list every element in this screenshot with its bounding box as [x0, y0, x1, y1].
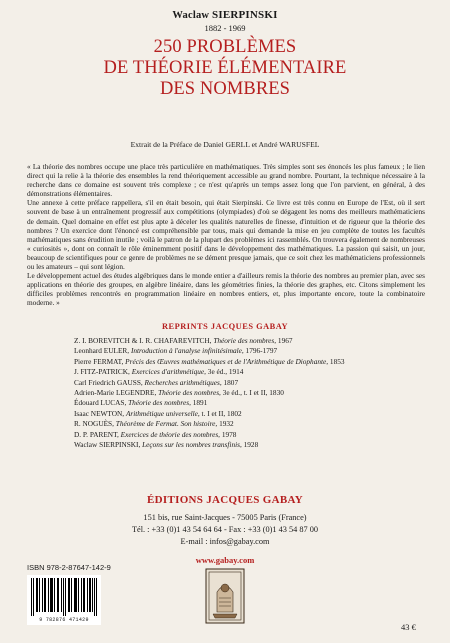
preface-excerpt — [27, 162, 425, 308]
reprint-item: J. FITZ-PATRICK, Exercices d'arithmétique, 3e éd., 1914 — [74, 367, 244, 377]
price-label: 43 € — [401, 622, 416, 632]
reprint-item: Adrien-Marie LEGENDRE, Théorie des nombres, 3e éd., t. I et II, 1830 — [74, 388, 284, 398]
author-first-name: Waclaw — [172, 10, 210, 21]
author-name — [0, 9, 450, 21]
title-line-1: 250 PROBLÈMES — [153, 37, 297, 57]
reprints-list — [74, 336, 414, 450]
reprint-item: R. NOGUÈS, Théorème de Fermat. Son histoire, 1932 — [74, 419, 234, 429]
reprint-item: Waclaw SIERPINSKI, Leçons sur les nombres transfinis, 1928 — [74, 440, 259, 450]
preface-paragraph: « La théorie des nombres occupe une place très particulière en mathématiques. Très simples sont ses énoncés les plus fameux ; le lien direct qui la relie à la théorie des ensembles la rend théoriquement accessible au grand nombre. Pourtant, la technique nécessaire à la recherche dans ce domaine est souvent très complexe ; ce n'est qu'après un temps assez long que l'on parvient, en général, à des démonstrations élémentaires. — [27, 162, 425, 199]
reprint-item: D. P. PARENT, Exercices de théorie des nombres, 1978 — [74, 429, 237, 439]
preface-paragraph: Le développement actuel des études algébriques dans le monde entier a d'ailleurs remis la théorie des nombres au premier plan, avec ses applications en théorie des groupes, en algèbre linéaire, dans les géométries finies, la théorie des graphes, etc. Citons simplement les difficiles problèmes rencontrés en programmation linéaire en nombres entiers, et, plus importante encore, toute la combinatoire moderne. » — [27, 271, 425, 308]
reprint-item: Z. I. BOREVITCH & I. R. CHAFAREVITCH, Théorie des nombres, 1967 — [74, 336, 293, 345]
publisher-website[interactable]: www.gabay.com — [195, 555, 255, 565]
barcode-bars-icon — [31, 578, 97, 616]
reprint-item: Isaac NEWTON, Arithmétique universelle, t. I et II, 1802 — [74, 408, 242, 418]
reprint-item: Carl Friedrich GAUSS, Recherches arithmétiques, 1807 — [74, 377, 239, 387]
publisher-address: 151 bis, rue Saint-Jacques - 75005 Paris (France) — [143, 513, 307, 522]
publisher-phone-fax: Tél. : +33 (0)1 43 54 64 64 - Fax : +33 (0)1 43 54 87 00 — [131, 525, 319, 534]
barcode — [27, 575, 101, 625]
author-last-name: SIERPINSKI — [212, 9, 278, 21]
publisher-emblem-icon — [205, 568, 245, 624]
reprint-item: Pierre FERMAT, Précis des Œuvres mathématiques et de l'Arithmétique de Diophante, 1853 — [74, 356, 345, 366]
publisher-contact — [0, 512, 450, 548]
preface-credit: Extrait de la Préface de Daniel GERLL et André WARUSFEL — [130, 140, 320, 149]
book-title — [0, 37, 450, 100]
reprint-item: Leonhard EULER, Introduction à l'analyse infinitésimale, 1796-1797 — [74, 346, 278, 356]
title-line-3: DES NOMBRES — [159, 79, 291, 99]
reprint-item: Édouard LUCAS, Théorie des nombres, 1891 — [74, 398, 208, 408]
author-dates: 1882 - 1969 — [204, 23, 246, 33]
preface-paragraph: Une annexe à cette préface rappellera, s'il en était besoin, qui était Sierpinski. Ce livre est très connu en Europe de l'Est, où il sert souvent de base à un entraînement progressif aux compétitions (olympiades) d'où se dégagent les noms des meilleurs mathématiciens de demain. Quel domaine en effet est plus apte à déceler les qualités naturelles de finesse, d'intuition et de rigueur que la théorie des nombres ? Un exercice dont l'énoncé est compréhensible par tous, mais qui demande la mise en jeu complète de toutes les facultés mathématiques sans érudition inutile ; voilà le patron de la plupart des problèmes ici rassemblés. On trouvera également de nombreuses « curiosités », dont on connaît le rôle éminemment positif dans le développement des mathématiques. La passion qui saisit, un jour, beaucoup de scientifiques pour ce genre de problèmes ne se dément presque jamais, que ce soit chez les mathématiciens professionnels ou les amateurs – qui sont légion. — [27, 198, 425, 272]
publisher-name: ÉDITIONS JACQUES GABAY — [147, 494, 303, 506]
reprints-heading: REPRINTS JACQUES GABAY — [161, 322, 289, 331]
isbn-text: ISBN 978-2-87647-142-9 — [27, 563, 111, 572]
publisher-email[interactable]: E-mail : infos@gabay.com — [180, 537, 270, 546]
title-line-2: DE THÉORIE ÉLÉMENTAIRE — [103, 58, 347, 78]
barcode-digits: 9 782876 471429 — [39, 617, 89, 623]
